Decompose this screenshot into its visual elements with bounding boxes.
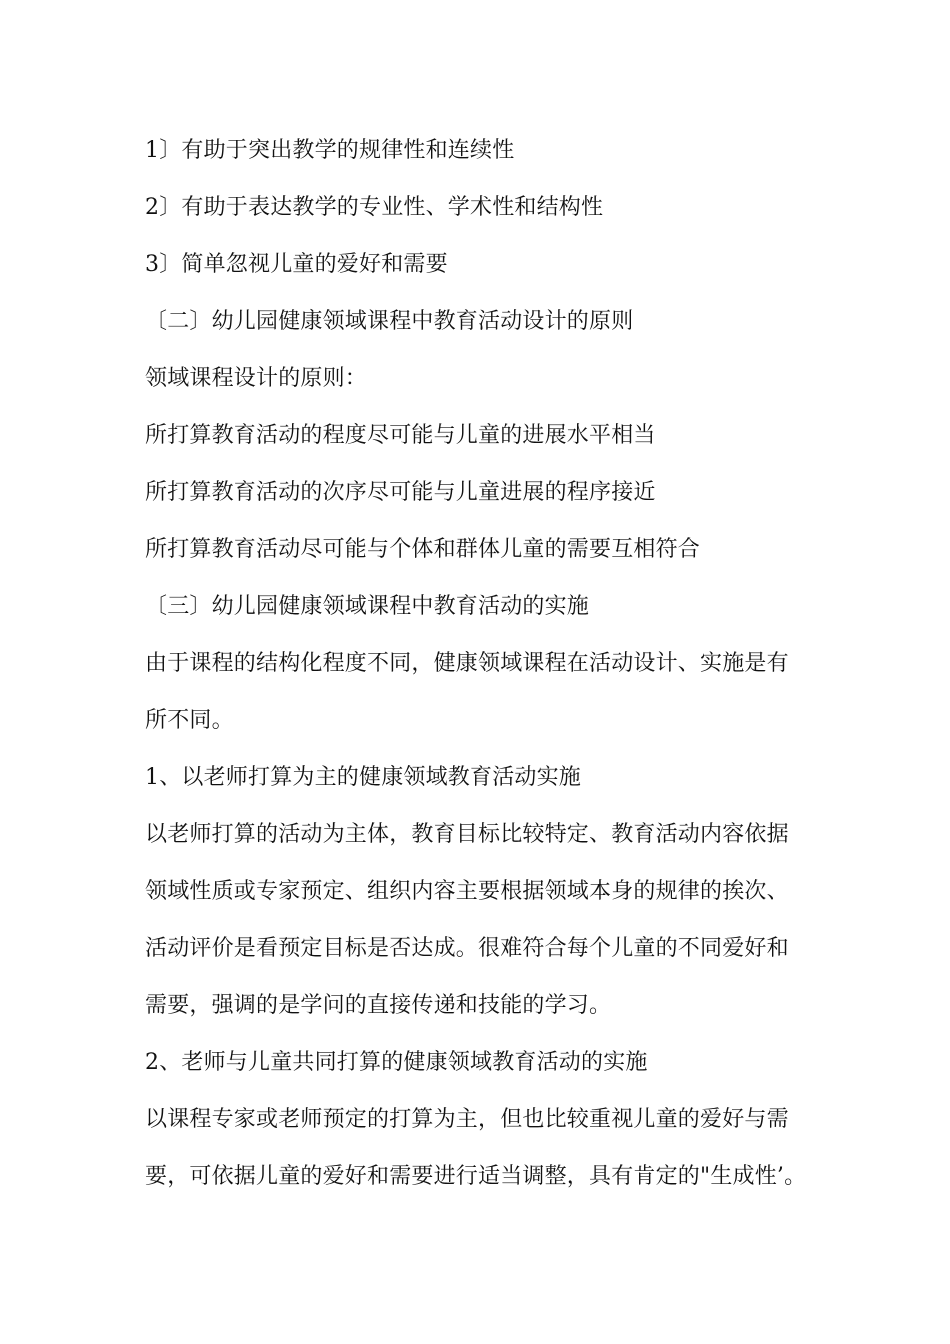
- text-line: 以老师打算的活动为主体，教育目标比较特定、教育活动内容依据: [145, 822, 789, 847]
- text-line: 3〕简单忽视儿童的爱好和需要: [145, 252, 448, 277]
- text-line: 要，可依据儿童的爱好和需要进行适当调整，具有肯定的"生成性’。: [145, 1164, 807, 1189]
- text-line: 以课程专家或老师预定的打算为主，但也比较重视儿童的爱好与需: [145, 1107, 789, 1132]
- text-line: 需要，强调的是学问的直接传递和技能的学习。: [145, 993, 612, 1018]
- text-line: 活动评价是看预定目标是否达成。很难符合每个儿童的不同爱好和: [145, 936, 789, 961]
- text-line: 所不同。: [145, 708, 234, 733]
- text-line: 所打算教育活动的次序尽可能与儿童进展的程序接近: [145, 480, 656, 505]
- text-line: 1〕有助于突出教学的规律性和连续性: [145, 138, 515, 163]
- section-heading: 〔二〕幼儿园健康领域课程中教育活动设计的原则: [145, 309, 634, 334]
- text-line: 领域课程设计的原则：: [145, 366, 368, 391]
- section-heading: 〔三〕幼儿园健康领域课程中教育活动的实施: [145, 594, 590, 619]
- text-line: 2〕有助于表达教学的专业性、学术性和结构性: [145, 195, 604, 220]
- text-line: 领域性质或专家预定、组织内容主要根据领域本身的规律的挨次、: [145, 879, 789, 904]
- text-line: 所打算教育活动的程度尽可能与儿童的进展水平相当: [145, 423, 656, 448]
- subsection-heading: 1、以老师打算为主的健康领域教育活动实施: [145, 765, 581, 790]
- subsection-heading: 2、老师与儿童共同打算的健康领域教育活动的实施: [145, 1050, 648, 1075]
- text-line: 所打算教育活动尽可能与个体和群体儿童的需要互相符合: [145, 537, 701, 562]
- text-line: 由于课程的结构化程度不同，健康领域课程在活动设计、实施是有: [145, 651, 789, 676]
